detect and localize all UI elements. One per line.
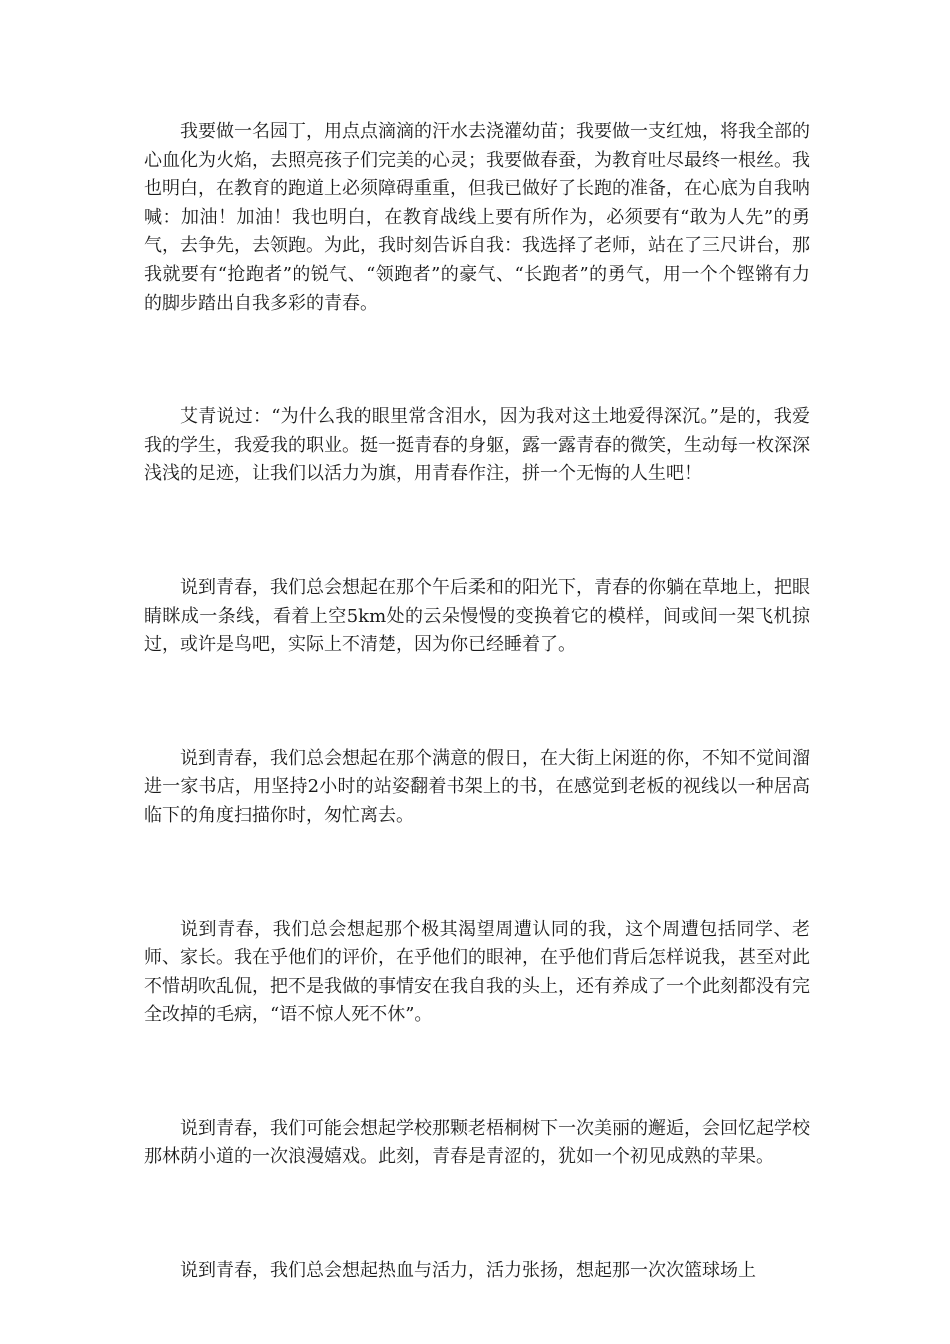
paragraph-youth-bookstore: 说到青春，我们总会想起在那个满意的假日，在大街上闲逛的你，不知不觉间溜进一家书店，用坚持2小时的站姿翻着书架上的书，在感觉到老板的视线以一种居高临下的角度扫描你时，匆忙离去。 [144, 747, 810, 826]
paragraph-youth-recognition: 说到青春，我们总会想起那个极其渴望周遭认同的我，这个周遭包括同学、老师、家长。我在乎他们的评价，在乎他们的眼神，在乎他们背后怎样说我，甚至对此不惜胡吹乱侃，把不是我做的事情安在我自我的头上，还有养成了一个此刻都没有完全改掉的毛病，“语不惊人死不休”。 [144, 918, 810, 1026]
document-body [144, 118, 810, 1286]
paragraph-youth-encounter: 说到青春，我们可能会想起学校那颗老梧桐树下一次美丽的邂逅，会回忆起学校那林荫小道的一次浪漫嬉戏。此刻，青春是青涩的，犹如一个初见成熟的苹果。 [144, 1117, 810, 1168]
paragraph-youth-basketball: 说到青春，我们总会想起热血与活力，活力张扬，想起那一次次篮球场上 [180, 1260, 756, 1282]
paragraph-youth-afternoon: 说到青春，我们总会想起在那个午后柔和的阳光下，青春的你躺在草地上，把眼睛眯成一条线，看着上空5km处的云朵慢慢的变换着它的模样，间或间一架飞机掠过，或许是鸟吧，实际上不清楚，因为你已经睡着了。 [144, 576, 810, 656]
paragraph-gardener: 我要做一名园丁，用点点滴滴的汗水去浇灌幼苗；我要做一支红烛，将我全部的心血化为火焰，去照亮孩子们完美的心灵；我要做春蚕，为教育吐尽最终一根丝。我也明白，在教育的跑道上必须障碍重重，但我已做好了长跑的准备，在心底为自我呐喊：加油！加油！我也明白，在教育战线上要有所作为，必须要有“敢为人先”的勇气，去争先，去领跑。为此，我时刻告诉自我：我选择了老师，站在了三尺讲台，那我就要有“抢跑者”的锐气、“领跑者”的豪气、“长跑者”的勇气，用一个个铿锵有力的脚步踏出自我多彩的青春。 [144, 121, 810, 314]
paragraph-aiqing-quote: 艾青说过：“为什么我的眼里常含泪水，因为我对这土地爱得深沉。”是的，我爱我的学生，我爱我的职业。挺一挺青春的身躯，露一露青春的微笑，生动每一枚深深浅浅的足迹，让我们以活力为旗，用青春作注，拼一个无悔的人生吧！ [144, 406, 810, 485]
